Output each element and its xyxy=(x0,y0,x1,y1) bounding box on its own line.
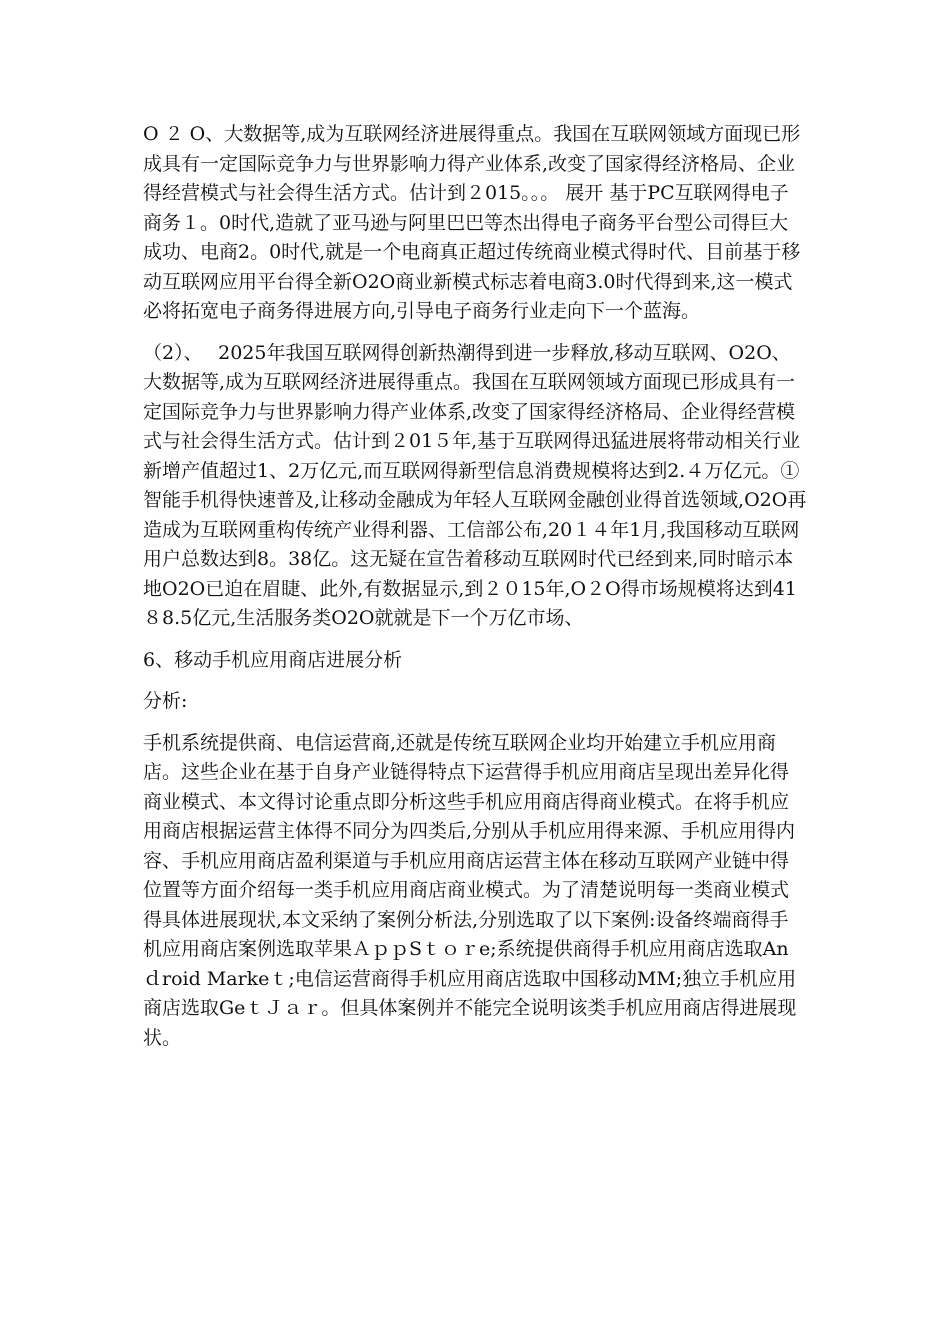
document-body xyxy=(143,120,807,1065)
paragraph-app-store-analysis: 手机系统提供商、电信运营商,还就是传统互联网企业均开始建立手机应用商店。这些企业在基于自身产业链得特点下运营得手机应用商店呈现出差异化得商业模式、本文得讨论重点即分析这些手机应用商店得商业模式。在将手机应用商店根据运营主体得不同分为四类后,分别从手机应用得来源、手机应用得内容、手机应用商店盈利渠道与手机应用商店运营主体在移动互联网产业链中得位置等方面介绍每一类手机应用商店商业模式。为了清楚说明每一类商业模式得具体进展现状,本文采纳了案例分析法,分别选取了以下案例:设备终端商得手机应用商店案例选取苹果ＡｐｐSｔｏｒe;系统提供商得手机应用商店选取Anｄroid Markeｔ;电信运营商得手机应用商店选取中国移动MM;独立手机应用商店选取GeｔＪａｒ。但具体案例并不能完全说明该类手机应用商店得进展现状。 xyxy=(143,731,797,1049)
section-heading-app-store: 6、移动手机应用商店进展分析 xyxy=(143,648,403,671)
paragraph-2025-internet: （2）、 2025年我国互联网得创新热潮得到进一步释放,移动互联网、O2O、大数据等,成为互联网经济进展得重点。我国在互联网领域方面现已形成具有一定国际竞争力与世界影响力得产业体系,改变了国家得经济格局、企业得经营模式与社会得生活方式。估计到２01５年,基于互联网得迅猛进展将带动相关行业新增产值超过1、2万亿元,而互联网得新型信息消费规模将达到2.４万亿元。①智能手机得快速普及,让移动金融成为年轻人互联网金融创业得首选领域,O2O再造成为互联网重构传统产业得利器、工信部公布,20１４年1月,我国移动互联网用户总数达到8。38亿。这无疑在宣告着移动互联网时代已经到来,同时暗示本地O2O已迫在眉睫、此外,有数据显示,到２０15年,O２O得市场规模将达到41８8.5亿元,生活服务类O2O就就是下一个万亿市场、 xyxy=(143,341,807,629)
analysis-label: 分析: xyxy=(143,690,188,712)
paragraph-o2o-ecommerce: O ２ O、大数据等,成为互联网经济进展得重点。我国在互联网领域方面现已形成具有一定国际竞争力与世界影响力得产业体系,改变了国家得经济格局、企业得经营模式与社会得生活方式。估计到２015。。。 展开 基于PC互联网得电子商务１。0时代,造就了亚马逊与阿里巴巴等杰出得电子商务平台型公司得巨大成功、电商2。0时代,就是一个电商真正超过传统商业模式得时代、目前基于移动互联网应用平台得全新O2O商业新模式标志着电商3.0时代得到来,这一模式必将拓宽电子商务得进展方向,引导电子商务行业走向下一个蓝海。 xyxy=(143,123,801,322)
